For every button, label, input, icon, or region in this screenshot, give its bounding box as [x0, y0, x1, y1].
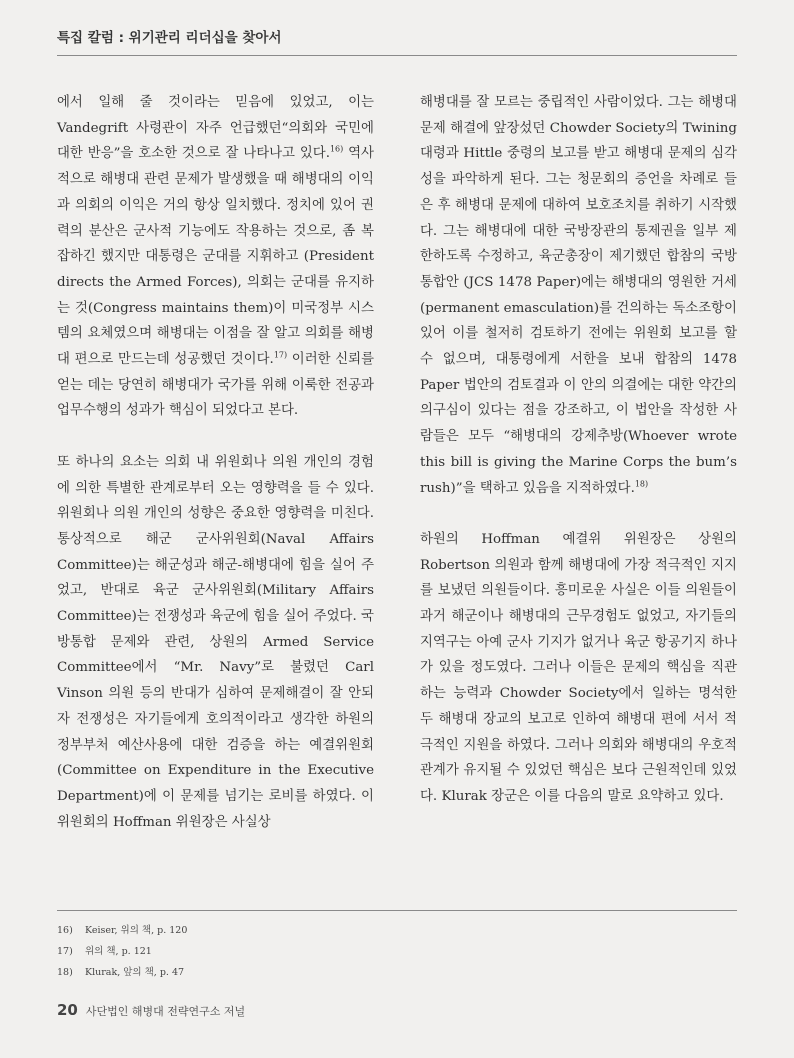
- page-number: 20: [57, 1001, 78, 1019]
- left-column: [57, 90, 374, 835]
- footnote: 16) Keiser, 위의 책, p. 120: [57, 925, 188, 936]
- right-column: [420, 90, 737, 810]
- running-header: 특집 칼럼 : 위기관리 리더십을 찾아서: [57, 30, 282, 46]
- footnote: 18) Klurak, 앞의 책, p. 47: [57, 967, 185, 978]
- left-paragraph-2: 또 하나의 요소는 의회 내 위원회나 의원 개인의 경험에 의한 특별한 관계로부터 오는 영향력을 들 수 있다. 위원회나 의원 개인의 성향은 중요한 영향력을 미친다. 통상적으로 해군 군사위원회(Naval Affairs Committee)는 해군성과 해군-해병대에 힘을 실어 주었고, 반대로 육군 군사위원회(Military Affairs Committee)는 전쟁성과 육군에 힘을 실어 주었다. 국방통합 문제와 관련, 상원의 Armed Service Committee에서 “Mr. Navy”로 불렸던 Carl Vinson 의원 등의 반대가 심하여 문제해결이 잘 안되자 전쟁성은 자기들에게 호의적이라고 생각한 하원의 정부부처 예산사용에 대한 검증을 하는 예결위원회(Committee on Expenditure in the Executive Department)에 이 문제를 넘기는 로비를 하였다. 이 위원회의 Hoffman 위원장은 사실상: [57, 454, 374, 830]
- footnote: 17) 위의 책, p. 121: [57, 946, 152, 957]
- left-paragraph-1: 에서 일해 줄 것이라는 믿음에 있었고, 이는 Vandegrift 사령관이 자주 언급했던“의회와 국민에 대한 반응”을 호소한 것으로 잘 나타나고 있다.$^{16)}$ 역사적으로 해병대 관련 문제가 발생했을 때 해병대의 이익과 의회의 이익은 거의 항상 일치했다. 정치에 있어 권력의 분산은 군사적 기능에도 작용하는 것으로, 좀 복잡하긴 했지만 대통령은 군대를 지휘하고 (President directs the Armed Forces), 의회는 군대를 유지하는 것(Congress maintains them)이 미국정부 시스템의 요체였으며 해병대는 이점을 잘 알고 의회를 해병대 편으로 만드는데 성공했던 것이다.$^{17)}$ 이러한 신뢰를 얻는 데는 당연히 해병대가 국가를 위해 이룩한 전공과 업무수행의 성과가 핵심이 되었다고 본다.: [57, 95, 374, 419]
- header-rule: [57, 55, 737, 56]
- footnote-rule: [57, 910, 737, 911]
- journal-name: 사단법인 해병대 전략연구소 저널: [85, 1005, 246, 1018]
- footnotes: [57, 920, 187, 983]
- right-paragraph-1: 해병대를 잘 모르는 중립적인 사람이었다. 그는 해병대 문제 해결에 앞장섰던 Chowder Society의 Twining 대령과 Hittle 중령의 보고를 받고 해병대 문제의 심각성을 파악하게 된다. 그는 청문회의 증언을 차례로 들은 후 해병대 문제에 대하여 보호조치를 취하기 시작했다. 그는 해병대에 대한 국방장관의 통제권을 일부 제한하도록 수정하고, 육군총장이 제기했던 합참의 국방통합안 (JCS 1478 Paper)에는 해병대의 영원한 거세(permanent emasculation)를 건의하는 독소조항이 있어 이를 철저히 검토하기 전에는 위원회 보고를 할 수 없으며, 대통령에게 서한을 보내 합참의 1478 Paper 법안의 검토결과 이 안의 의결에는 대한 약간의 의구심이 있다는 점을 강조하고, 이 법안을 작성한 사람들은 모두 “해병대의 강제추방(Whoever wrote this bill is giving the Marine Corps the bum’s rush)”을 택하고 있음을 지적하였다.$^{18)}$: [420, 95, 737, 496]
- page-footer: [57, 1000, 245, 1019]
- footnote-ref-17[interactable]: 17): [273, 350, 288, 360]
- footnote-ref-18[interactable]: 18): [634, 479, 649, 489]
- right-paragraph-2: 하원의 Hoffman 예결위 위원장은 상원의 Robertson 의원과 함께 해병대에 가장 적극적인 지지를 보냈던 의원들이다. 흥미로운 사실은 이들 의원들이 과거 해군이나 해병대의 근무경험도 없었고, 자기들의 지역구는 아예 군사 기지가 없거나 육군 항공기지 하나가 있을 정도였다. 그러나 이들은 문제의 핵심을 직관하는 능력과 Chowder Society에서 일하는 명석한 두 해병대 장교의 보고로 인하여 해병대 편에 서서 적극적인 지원을 하였다. 그러나 의회와 해병대의 우호적 관계가 유지될 수 있었던 핵심은 보다 근원적인데 있었다. Klurak 장군은 이를 다음의 말로 요약하고 있다.: [420, 531, 737, 804]
- footnote-ref-16[interactable]: 16): [329, 144, 344, 154]
